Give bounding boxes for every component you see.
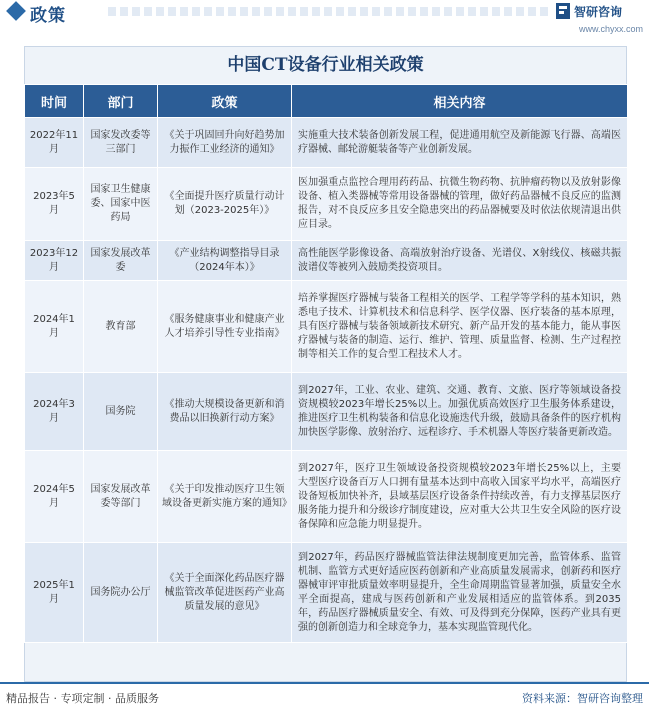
section-diamond-icon [6, 1, 26, 21]
cell-content: 医加强重点监控合理用药药品、抗微生物药物、抗肿瘤药物以及放射影像设备、植入类器械等常用设备器械的管理，做好药品器械不良反应的监测报告，对不良反应多且安全隐患突出的药品器械要及时依法依规清退出供应目录。 [292, 168, 628, 241]
table-row [25, 373, 628, 451]
cell-dept: 教育部 [84, 281, 158, 373]
table-row [25, 281, 628, 373]
cell-time: 2024年1月 [25, 281, 84, 373]
table-title: 中国CT设备行业相关政策 [227, 55, 424, 75]
brand-stripe [108, 7, 548, 16]
cell-policy: 《全面提升医疗质量行动计划（2023-2025年）》 [158, 168, 292, 241]
cell-time: 2022年11月 [25, 118, 84, 168]
column-header-time: 时间 [25, 85, 84, 118]
section-title: 政策 [30, 6, 66, 26]
cell-time: 2024年3月 [25, 373, 84, 451]
cell-dept: 国务院 [84, 373, 158, 451]
table-row [25, 543, 628, 643]
table-row [25, 168, 628, 241]
table-row [25, 241, 628, 281]
cell-dept: 国务院办公厅 [84, 543, 158, 643]
cell-content: 高性能医学影像设备、高端放射治疗设备、光谱仪、X射线仪、核磁共振波谱仪等被列入鼓励类投资项目。 [292, 241, 628, 281]
site-url[interactable]: www.chyxx.com [578, 24, 643, 34]
cell-policy: 《推动大规模设备更新和消费品以旧换新行动方案》 [158, 373, 292, 451]
cell-policy: 《关于全面深化药品医疗器械监管改革促进医药产业高质量发展的意见》 [158, 543, 292, 643]
table-row [25, 118, 628, 168]
table-header-row [25, 85, 628, 118]
footer-tagline: 精品报告 · 专项定制 · 品质服务 [6, 692, 159, 705]
column-header-policy: 政策 [158, 85, 292, 118]
cell-policy: 《产业结构调整指导目录（2024年本）》 [158, 241, 292, 281]
footer-source: 资料来源：智研咨询整理 [522, 692, 643, 705]
column-header-content: 相关内容 [292, 85, 628, 118]
cell-dept: 国家发展改革委等部门 [84, 451, 158, 543]
cell-time: 2024年5月 [25, 451, 84, 543]
cell-content: 到2027年，药品医疗器械监管法律法规制度更加完善，监管体系、监管机制、监管方式更好适应医药创新和产业高质量发展需求，创新药和医疗器械审评审批质量效率明显提升，全生命周期监管显著加强，质量安全水平全面提高，建成与医药创新和产业发展相适应的监管体系。到2035年，药品医疗器械质量安全、有效、可及得到充分保障，医药产业具有更强的创新创造力和全球竞争力，基本实现监管现代化。 [292, 543, 628, 643]
cell-content: 培养掌握医疗器械与装备工程相关的医学、工程学等学科的基本知识，熟悉电子技术、计算机技术和信息科学、医学仪器、医疗装备的基本原理，具有医疗器械与装备领域新技术研究、新产品开发的基本能力，能从事医疗器械与装备的制造、运行、维护、管理、质量监督、检测、生产过程控制等相关工作的复合型工程技术人才。 [292, 281, 628, 373]
cell-dept: 国家发展改革委 [84, 241, 158, 281]
top-bar [0, 0, 649, 24]
cell-dept: 国家卫生健康委、国家中医药局 [84, 168, 158, 241]
footer [0, 686, 649, 706]
cell-time: 2025年1月 [25, 543, 84, 643]
cell-policy: 《关于巩固回升向好趋势加力振作工业经济的通知》 [158, 118, 292, 168]
cell-time: 2023年5月 [25, 168, 84, 241]
cell-content: 到2027年，医疗卫生领域设备投资规模较2023年增长25%以上，主要大型医疗设备百万人口拥有量基本达到中高收入国家平均水平，高端医疗设备短板加快补齐，县域基层医疗设备条件持续改善，有力支撑基层医疗服务能力提升和分级诊疗制度建设，应对重大公共卫生安全风险的医疗设备保障和应急能力明显提升。 [292, 451, 628, 543]
column-header-dept: 部门 [84, 85, 158, 118]
cell-policy: 《服务健康事业和健康产业人才培养引导性专业指南》 [158, 281, 292, 373]
cell-content: 到2027年，工业、农业、建筑、交通、教育、文旅、医疗等领域设备投资规模较2023年增长25%以上。加强优质高效医疗卫生服务体系建设，推进医疗卫生机构装备和信息化设施迭代升级，鼓励具备条件的医疗机构加快医学影像、放射治疗、远程诊疗、手术机器人等医疗装备更新改造。 [292, 373, 628, 451]
brand-logo-icon [556, 3, 570, 19]
brand-name: 智研咨询 [574, 5, 623, 19]
cell-dept: 国家发改委等三部门 [84, 118, 158, 168]
cell-time: 2023年12月 [25, 241, 84, 281]
table-row [25, 451, 628, 543]
cell-policy: 《关于印发推动医疗卫生领域设备更新实施方案的通知》 [158, 451, 292, 543]
policy-table [24, 84, 628, 643]
url-bar [0, 24, 649, 36]
cell-content: 实施重大技术装备创新发展工程，促进通用航空及新能源飞行器、高端医疗器械、邮轮游艇装备等产业创新发展。 [292, 118, 628, 168]
footer-divider [0, 682, 649, 684]
